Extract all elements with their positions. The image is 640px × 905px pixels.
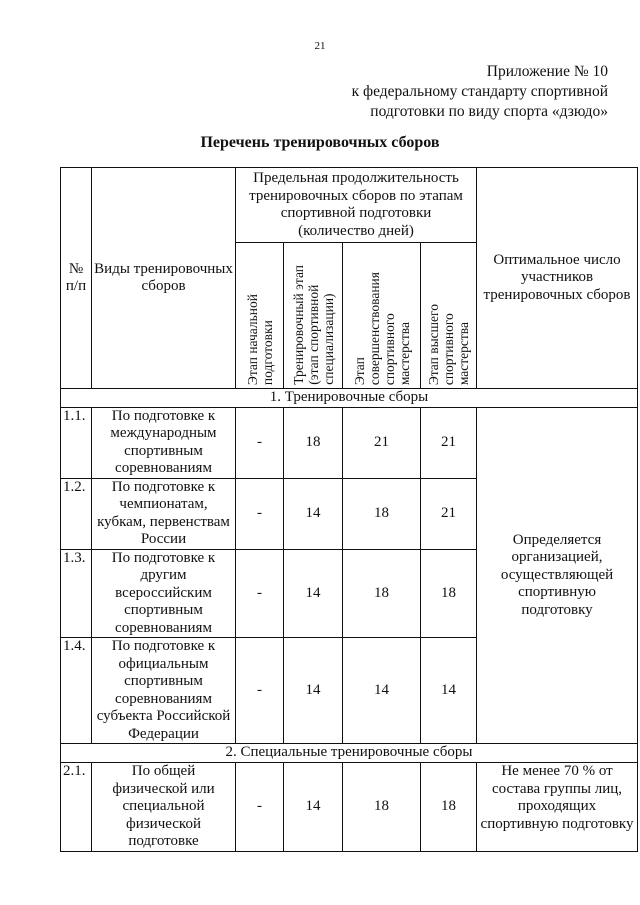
stage-highest-line-3: мастерства — [456, 321, 471, 385]
training-camps-table — [60, 167, 638, 852]
row-value-highest: 21 — [421, 407, 477, 478]
row-value-improvement: 18 — [343, 549, 421, 638]
stage-highest-line-1: Этап высшего — [426, 303, 441, 385]
row-value-initial: - — [236, 763, 284, 852]
section-1-title: 1. Тренировочные сборы — [61, 389, 638, 408]
row-value-highest: 14 — [421, 638, 477, 744]
row-name: По подготовке к официальным спортивным соревнованиям субъекта Российской Федерации — [92, 638, 236, 744]
row-num: 1.4. — [61, 638, 92, 744]
header-stage-improvement — [343, 243, 421, 389]
section-2-title: 2. Специальные тренировочные сборы — [61, 744, 638, 763]
row-value-improvement: 14 — [343, 638, 421, 744]
row-value-improvement: 18 — [343, 763, 421, 852]
appendix-line-2: к федеральному стандарту спортивной — [351, 83, 608, 100]
row-name: По подготовке к чемпионатам, кубкам, первенствам России — [92, 478, 236, 549]
row-value-training: 14 — [284, 478, 343, 549]
row-num: 1.2. — [61, 478, 92, 549]
appendix-header — [352, 62, 608, 122]
row-name: По подготовке к другим всероссийским спортивным соревнованиям — [92, 549, 236, 638]
row-value-training: 14 — [284, 638, 343, 744]
header-duration: Предельная продолжительность тренировочных сборов по этапам спортивной подготовки (количество дней) — [236, 168, 477, 243]
header-types: Виды тренировочных сборов — [92, 168, 236, 389]
row-value-training: 18 — [284, 407, 343, 478]
row-value-improvement: 18 — [343, 478, 421, 549]
header-stage-initial — [236, 243, 284, 389]
page-number: 21 — [314, 40, 326, 52]
appendix-line-1: Приложение № 10 — [486, 63, 608, 80]
header-stage-highest — [421, 243, 477, 389]
stage-improvement-line-2: совершенствования — [366, 271, 382, 385]
stage-improvement-line-3: спортивного — [381, 313, 397, 385]
row-num: 2.1. — [61, 763, 92, 852]
row-name: По подготовке к международным спортивным соревнованиям — [92, 407, 236, 478]
row-value-training: 14 — [284, 763, 343, 852]
stage-training-line-1: Тренировочный этап — [290, 265, 306, 385]
merged-note: Определяется организацией, осуществляющей спортивную подготовку — [477, 407, 638, 744]
stage-initial-line-2: подготовки — [259, 320, 275, 385]
header-stage-training — [284, 243, 343, 389]
row-value-initial: - — [236, 638, 284, 744]
stage-training-line-2: (этап спортивной — [305, 284, 321, 385]
row-num: 1.1. — [61, 407, 92, 478]
stage-training-line-3: специализации) — [320, 293, 336, 385]
row-num: 1.3. — [61, 549, 92, 638]
appendix-line-3: подготовки по виду спорта «дзюдо» — [370, 103, 608, 120]
row-value-initial: - — [236, 549, 284, 638]
table-row — [61, 407, 638, 478]
row-value-training: 14 — [284, 549, 343, 638]
row-note: Не менее 70 % от состава группы лиц, проходящих спортивную подготовку — [477, 763, 638, 852]
row-value-highest: 18 — [421, 763, 477, 852]
row-value-improvement: 21 — [343, 407, 421, 478]
row-value-initial: - — [236, 407, 284, 478]
row-value-initial: - — [236, 478, 284, 549]
row-value-highest: 18 — [421, 549, 477, 638]
row-name: По общей физической или специальной физической подготовке — [92, 763, 236, 852]
header-optimal: Оптимальное число участников тренировочных сборов — [477, 168, 638, 389]
row-value-highest: 21 — [421, 478, 477, 549]
header-num: № п/п — [61, 168, 92, 389]
stage-highest-line-2: спортивного — [441, 313, 456, 385]
document-title: Перечень тренировочных сборов — [200, 134, 440, 151]
stage-initial-line-1: Этап начальной — [244, 293, 260, 385]
stage-improvement-line-1: Этап — [351, 356, 367, 385]
stage-improvement-line-4: мастерства — [396, 321, 412, 385]
table-row — [61, 763, 638, 852]
